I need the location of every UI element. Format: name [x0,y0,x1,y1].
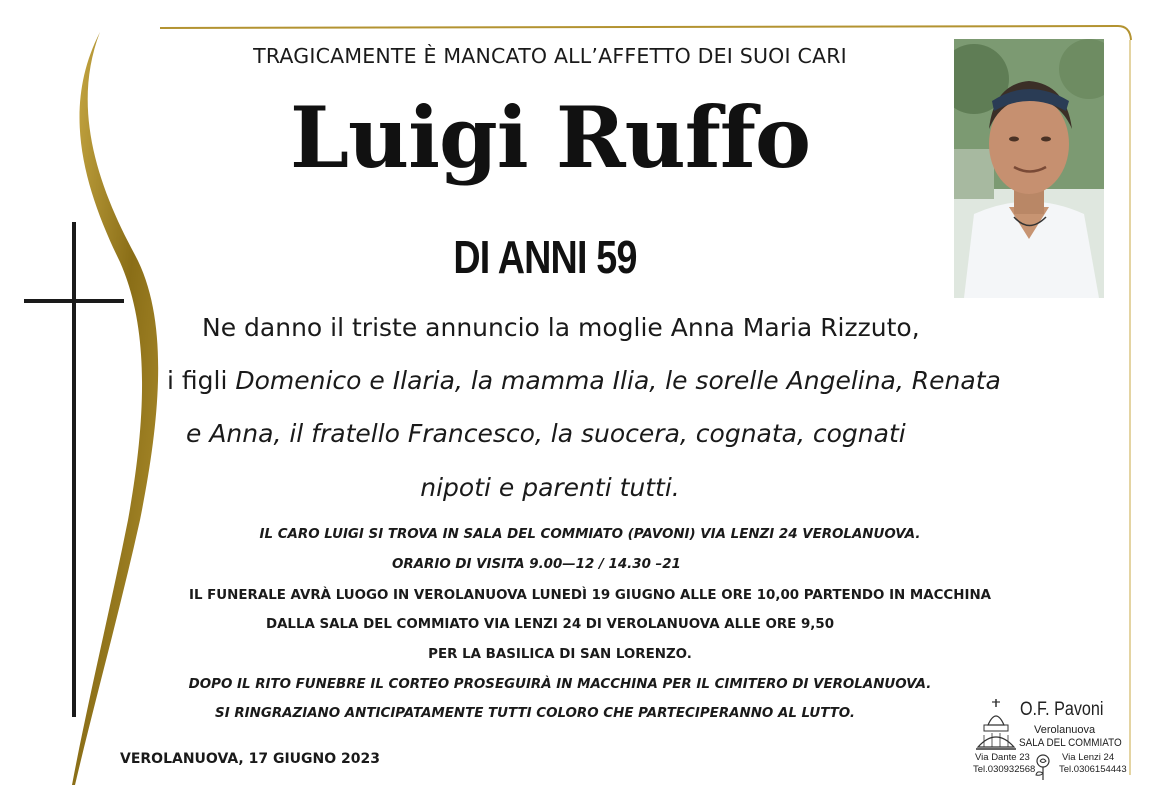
announcement-line-3: e Anna, il fratello Francesco, la suocera, cognata, cognati [186,419,906,448]
agency-name: O.F. Pavoni [1020,699,1104,720]
notice-header: TRAGICAMENTE È MANCATO ALL’AFFETTO DEI SUOI CARI [253,44,847,68]
deceased-age: DI ANNI 59 [453,231,637,283]
announcement-line-1: Ne danno il triste annuncio la moglie Anna Maria Rizzuto, [202,313,920,342]
agency-address-left: Via Dante 23 [975,752,1030,763]
place-and-date: VEROLANUOVA, 17 GIUGNO 2023 [120,751,380,767]
agency-address-right: Via Lenzi 24 [1062,752,1115,763]
announcement-line-2 [167,368,1001,393]
announcement-line-2-start: i figli [167,366,236,395]
gold-swoosh-ornament [72,32,158,785]
church-dome-logo-icon [974,697,1018,757]
agency-city: Verolanuova [1034,724,1096,736]
announcement-line-2-italic: Domenico e Ilaria, la mamma Ilia, le sorelle Angelina, Renata [235,366,1001,395]
rose-icon [1032,753,1054,781]
gold-top-rule [160,26,1131,40]
info-line-visiting-hours: ORARIO DI VISITA 9.00—12 / 14.30 –21 [392,557,681,572]
info-line-cortege: DOPO IL RITO FUNEBRE IL CORTEO PROSEGUIRÀ IN MACCHINA PER IL CIMITERO DI VEROLANUOVA. [188,677,932,692]
deceased-name: Luigi Ruffo [289,88,811,187]
agency-phone-right: Tel.0306154443 [1059,764,1127,775]
info-line-departure: DALLA SALA DEL COMMIATO VIA LENZI 24 DI VEROLANUOVA ALLE ORE 9,50 [265,617,835,632]
agency-phone-left: Tel.030932568 [973,764,1036,775]
agency-hall: SALA DEL COMMIATO [1019,737,1122,749]
info-line-funeral: IL FUNERALE AVRÀ LUOGO IN VEROLANUOVA LUNEDÌ 19 GIUGNO ALLE ORE 10,00 PARTENDO IN MACCHINA [188,588,992,603]
deceased-photo [954,39,1104,298]
info-line-thanks: SI RINGRAZIANO ANTICIPATAMENTE TUTTI COLORO CHE PARTECIPERANNO AL LUTTO. [215,706,855,721]
info-line-basilica: PER LA BASILICA DI SAN LORENZO. [428,647,692,662]
announcement-line-4: nipoti e parenti tutti. [420,473,680,502]
info-line-1: IL CARO LUIGI SI TROVA IN SALA DEL COMMIATO (PAVONI) VIA LENZI 24 VEROLANUOVA. [259,527,921,542]
